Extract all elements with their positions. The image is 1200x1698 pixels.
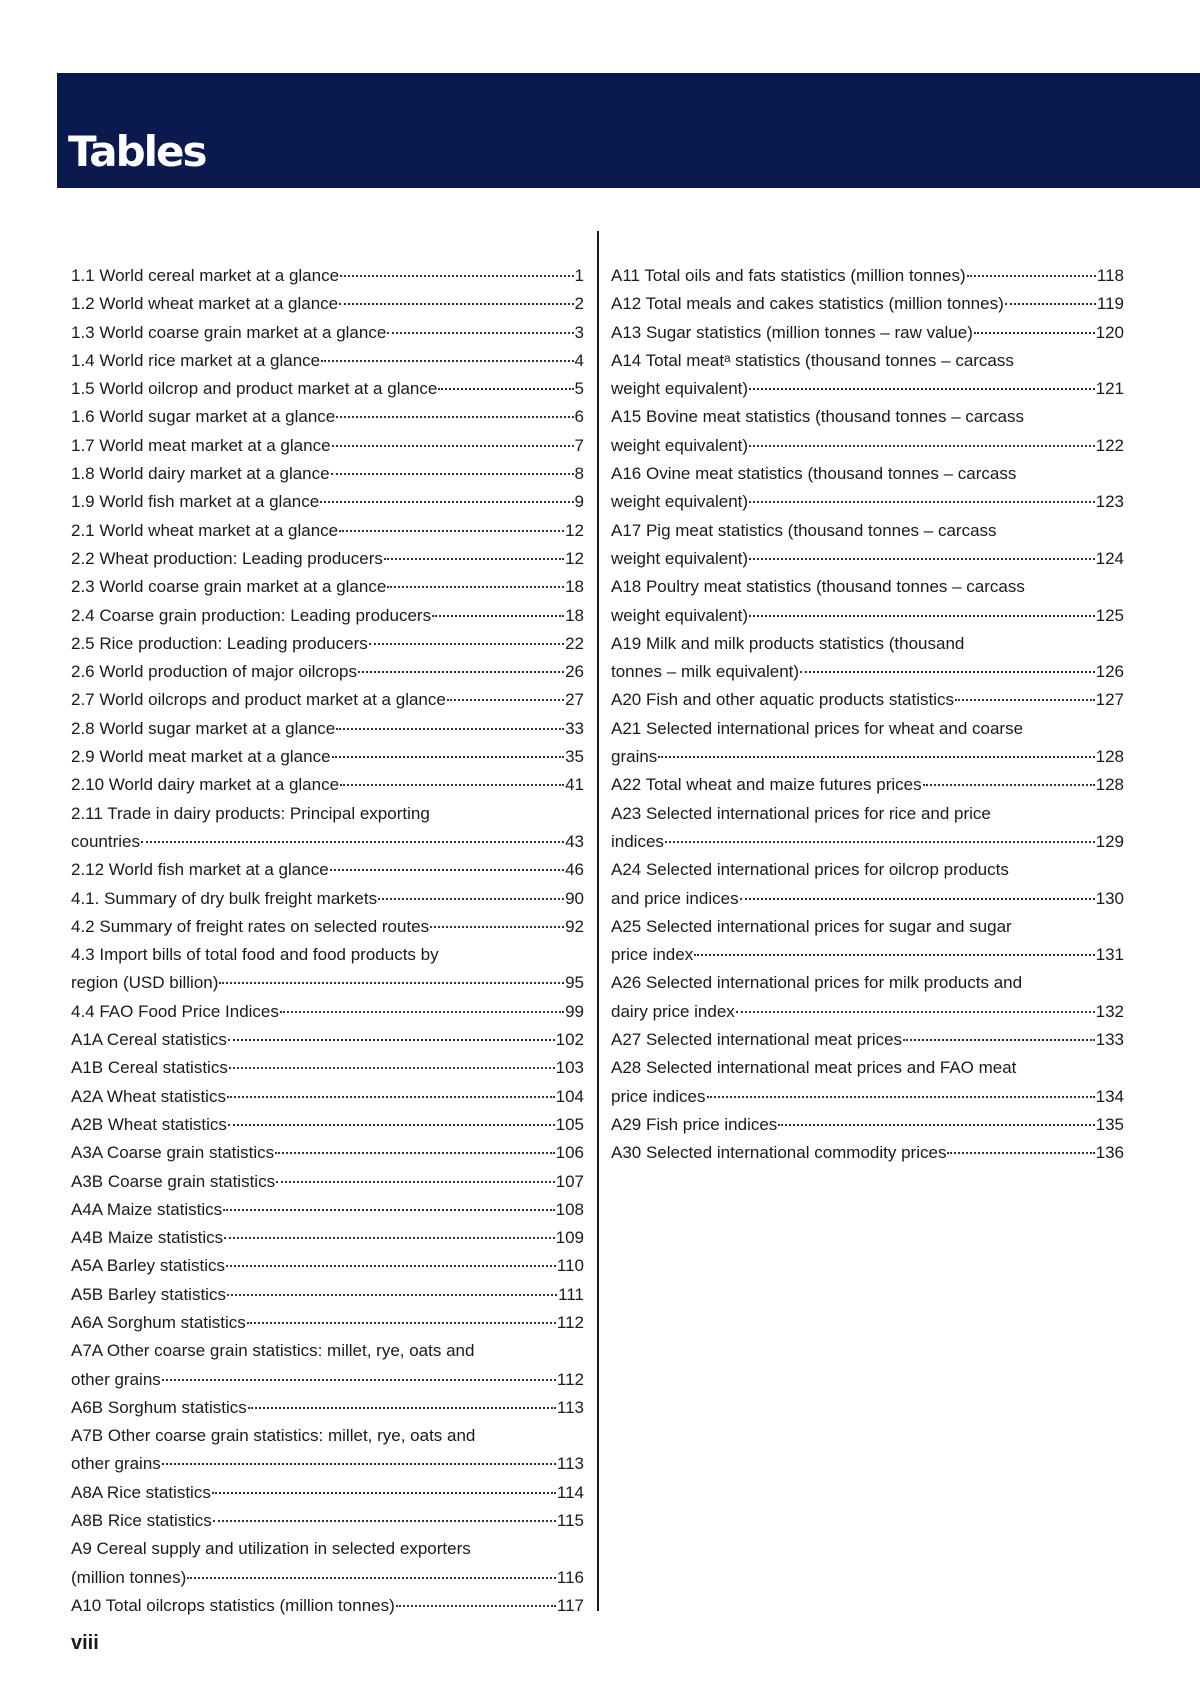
- toc-entry-label: A28 Selected international meat prices and FAO meat: [611, 1058, 1017, 1078]
- toc-page-number: 105: [555, 1114, 584, 1134]
- toc-entry[interactable]: [71, 1281, 584, 1309]
- toc-page-number: 114: [556, 1482, 584, 1502]
- dot-leader: [226, 1265, 556, 1267]
- toc-page-number: 113: [556, 1454, 584, 1474]
- page-number: viii: [71, 1632, 99, 1654]
- toc-entry-label: A6B Sorghum statistics: [71, 1397, 247, 1417]
- dot-leader: [432, 615, 564, 617]
- toc-entry[interactable]: [71, 262, 584, 290]
- toc-entry-label: A18 Poultry meat statistics (thousand tonnes – carcass: [611, 577, 1025, 597]
- toc-page-number: 112: [556, 1312, 584, 1332]
- toc-page-number: 132: [1095, 1001, 1124, 1021]
- toc-page-number: 18: [565, 605, 584, 625]
- toc-page-number: 109: [555, 1228, 584, 1248]
- toc-entry[interactable]: [611, 715, 1124, 772]
- toc-page-number: 134: [1095, 1086, 1124, 1106]
- toc-entry-label: 4.4 FAO Food Price Indices: [71, 1001, 279, 1021]
- toc-entry[interactable]: [71, 1422, 584, 1479]
- dot-leader: [228, 1039, 555, 1041]
- dot-leader: [387, 586, 564, 588]
- toc-entry-label: A22 Total wheat and maize futures prices: [611, 775, 922, 795]
- toc-page-number: 113: [556, 1397, 584, 1417]
- dot-leader: [340, 275, 573, 277]
- dot-leader: [247, 1322, 556, 1324]
- dot-leader: [223, 1209, 554, 1211]
- toc-entry-label: 2.5 Rice production: Leading producers: [71, 633, 368, 653]
- toc-page-number: 125: [1095, 605, 1124, 625]
- toc-entry[interactable]: [71, 771, 584, 799]
- toc-page-number: 117: [556, 1595, 584, 1615]
- toc-entry-label-continued: other grains: [71, 1454, 161, 1474]
- toc-entry-label: 2.12 World fish market at a glance: [71, 860, 329, 880]
- toc-entry[interactable]: [611, 262, 1124, 290]
- toc-entry[interactable]: [611, 347, 1124, 404]
- dot-leader: [974, 332, 1095, 334]
- toc-entry-label: 1.5 World oilcrop and product market at a glance: [71, 379, 438, 399]
- dot-leader: [749, 558, 1095, 560]
- toc-entry-label-continued: other grains: [71, 1369, 161, 1389]
- dot-leader: [736, 1011, 1095, 1013]
- toc-entry-label: A14 Total meatᵃ statistics (thousand tonnes – carcass: [611, 350, 1014, 370]
- toc-entry[interactable]: [71, 488, 584, 516]
- toc-page-number: 121: [1095, 379, 1124, 399]
- toc-entry-label: A16 Ovine meat statistics (thousand tonnes – carcass: [611, 464, 1017, 484]
- toc-entry[interactable]: [71, 602, 584, 630]
- dot-leader: [694, 954, 1094, 956]
- dot-leader: [187, 1577, 556, 1579]
- dot-leader: [369, 643, 564, 645]
- dot-leader: [280, 1011, 564, 1013]
- dot-leader: [331, 473, 574, 475]
- toc-entry-label: A12 Total meals and cakes statistics (million tonnes): [611, 294, 1004, 314]
- dot-leader: [248, 1407, 556, 1409]
- toc-entry[interactable]: [71, 403, 584, 431]
- toc-page-number: 128: [1095, 747, 1124, 767]
- toc-entry[interactable]: [611, 856, 1124, 913]
- toc-entry[interactable]: [71, 1309, 584, 1337]
- toc-entry[interactable]: [71, 998, 584, 1026]
- toc-entry-label: A9 Cereal supply and utilization in selected exporters: [71, 1539, 471, 1559]
- toc-entry-label: A7A Other coarse grain statistics: millet, rye, oats and: [71, 1341, 475, 1361]
- toc-entry-label-continued: price indices: [611, 1086, 706, 1106]
- dot-leader: [778, 1124, 1094, 1126]
- toc-entry-label-continued: weight equivalent): [611, 492, 749, 512]
- toc-page-number: 131: [1095, 945, 1124, 965]
- toc-page-number: 5: [574, 379, 584, 399]
- toc-page-number: 116: [556, 1567, 584, 1587]
- dot-leader: [384, 558, 564, 560]
- dot-leader: [224, 1237, 555, 1239]
- toc-page-number: 27: [565, 690, 584, 710]
- toc-entry-label-continued: region (USD billion): [71, 973, 219, 993]
- toc-entry[interactable]: [71, 375, 584, 403]
- toc-entry[interactable]: [71, 1592, 584, 1620]
- toc-page-number: 118: [1096, 266, 1124, 285]
- toc-page-number: 119: [1096, 294, 1124, 314]
- dot-leader: [330, 869, 564, 871]
- toc-entry-label-continued: indices: [611, 831, 664, 851]
- toc-entry[interactable]: [611, 771, 1124, 799]
- toc-page-number: 26: [565, 662, 584, 682]
- toc-entry[interactable]: [71, 319, 584, 347]
- dot-leader: [947, 1152, 1094, 1154]
- toc-entry-label: A10 Total oilcrops statistics (million tonnes): [71, 1595, 395, 1615]
- toc-page-number: 135: [1095, 1114, 1124, 1134]
- toc-entry[interactable]: [71, 1479, 584, 1507]
- toc-entry-label: 2.2 Wheat production: Leading producers: [71, 548, 383, 568]
- toc-entry-label: 1.2 World wheat market at a glance: [71, 294, 339, 314]
- toc-entry-label: A15 Bovine meat statistics (thousand tonnes – carcass: [611, 407, 1024, 427]
- toc-page-number: 35: [565, 747, 584, 767]
- dot-leader: [141, 841, 564, 843]
- toc-page-number: 7: [574, 435, 584, 455]
- toc-entry-label: 2.9 World meat market at a glance: [71, 747, 331, 767]
- toc-page-number: 33: [565, 718, 584, 738]
- toc-entry-label: 1.7 World meat market at a glance: [71, 435, 331, 455]
- toc-entry-label-continued: price index: [611, 945, 694, 965]
- dot-leader: [378, 898, 564, 900]
- toc-entry-label: A1A Cereal statistics: [71, 1030, 227, 1050]
- toc-page-number: 112: [556, 1369, 584, 1389]
- toc-page-number: 41: [565, 775, 584, 795]
- dot-leader: [336, 728, 564, 730]
- toc-entry-label: A4B Maize statistics: [71, 1228, 224, 1248]
- toc-page-number: 43: [565, 831, 584, 851]
- toc-entry-label: A21 Selected international prices for wheat and coarse: [611, 718, 1024, 738]
- dot-leader: [339, 303, 573, 305]
- toc-entry[interactable]: [71, 347, 584, 375]
- toc-entry-label: 1.6 World sugar market at a glance: [71, 407, 336, 427]
- dot-leader: [665, 841, 1095, 843]
- toc-entry[interactable]: [71, 545, 584, 573]
- toc-entry-label: 1.4 World rice market at a glance: [71, 350, 321, 370]
- dot-leader: [320, 501, 573, 503]
- toc-entry[interactable]: [71, 885, 584, 913]
- toc-entry[interactable]: [611, 969, 1124, 1026]
- toc-entry-label: 2.11 Trade in dairy products: Principal exporting: [71, 803, 430, 823]
- toc-page-number: 128: [1095, 775, 1124, 795]
- toc-entry[interactable]: [71, 1111, 584, 1139]
- toc-entry-label-continued: countries: [71, 831, 140, 851]
- toc-page-number: 129: [1095, 831, 1124, 851]
- dot-leader: [229, 1067, 555, 1069]
- toc-entry[interactable]: [71, 517, 584, 545]
- toc-entry-label: A3B Coarse grain statistics: [71, 1171, 276, 1191]
- toc-entry[interactable]: [71, 1394, 584, 1422]
- toc-entry-label: 2.10 World dairy market at a glance: [71, 775, 340, 795]
- toc-entry-label: A6A Sorghum statistics: [71, 1312, 246, 1332]
- toc-entry[interactable]: [611, 573, 1124, 630]
- dot-leader: [213, 1520, 556, 1522]
- toc-page-number: 107: [555, 1171, 584, 1191]
- toc-page-number: 133: [1095, 1030, 1124, 1050]
- dot-leader: [707, 1096, 1095, 1098]
- toc-page-number: 18: [565, 577, 584, 597]
- toc-entry[interactable]: [611, 319, 1124, 347]
- dot-leader: [162, 1463, 556, 1465]
- toc-entry-label: 1.8 World dairy market at a glance: [71, 464, 330, 484]
- dot-leader: [336, 416, 573, 418]
- toc-entry-label: 1.9 World fish market at a glance: [71, 492, 320, 512]
- toc-entry[interactable]: [611, 1054, 1124, 1111]
- toc-page-number: 9: [574, 492, 584, 512]
- toc-entry-label: 4.1. Summary of dry bulk freight markets: [71, 888, 378, 908]
- dot-leader: [339, 530, 564, 532]
- toc-entry-label: 4.3 Import bills of total food and food products by: [71, 945, 439, 965]
- dot-leader: [396, 1605, 556, 1607]
- toc-entry[interactable]: [71, 1507, 584, 1535]
- toc-left-column: [71, 262, 584, 1620]
- toc-page-number: 123: [1095, 492, 1124, 512]
- toc-entry[interactable]: [71, 290, 584, 318]
- dot-leader: [332, 756, 565, 758]
- toc-entry-label: A1B Cereal statistics: [71, 1058, 228, 1078]
- toc-entry[interactable]: [71, 913, 584, 941]
- toc-page-number: 4: [574, 350, 584, 370]
- toc-entry[interactable]: [71, 856, 584, 884]
- dot-leader: [923, 784, 1095, 786]
- toc-page-number: 12: [565, 548, 584, 568]
- toc-page-number: 1: [574, 266, 584, 285]
- dot-leader: [358, 671, 564, 673]
- toc-entry[interactable]: [611, 913, 1124, 970]
- toc-entry-label: A17 Pig meat statistics (thousand tonnes – carcass: [611, 520, 997, 540]
- toc-entry-label-continued: (million tonnes): [71, 1567, 187, 1587]
- toc-entry-label: A23 Selected international prices for rice and price: [611, 803, 991, 823]
- toc-entry-label: A30 Selected international commodity prices: [611, 1143, 947, 1163]
- toc-page-number: 3: [574, 322, 584, 342]
- dot-leader: [955, 699, 1095, 701]
- toc-page-number: 126: [1095, 662, 1124, 682]
- toc-entry-label: 2.4 Coarse grain production: Leading producers: [71, 605, 432, 625]
- toc-entry[interactable]: [611, 1111, 1124, 1139]
- toc-entry[interactable]: [611, 403, 1124, 460]
- toc-entry-label: A24 Selected international prices for oilcrop products: [611, 860, 1009, 880]
- toc-entry-label: 1.1 World cereal market at a glance: [71, 266, 340, 285]
- toc-entry-label-continued: weight equivalent): [611, 379, 749, 399]
- toc-entry-label: A5B Barley statistics: [71, 1284, 226, 1304]
- toc-entry-label: 2.7 World oilcrops and product market at a glance: [71, 690, 446, 710]
- toc-page-number: 8: [574, 464, 584, 484]
- toc-entry-label-continued: weight equivalent): [611, 548, 749, 568]
- toc-page-number: 102: [555, 1030, 584, 1050]
- toc-entry-label: A20 Fish and other aquatic products statistics: [611, 690, 955, 710]
- dot-leader: [658, 756, 1094, 758]
- toc-page-number: 130: [1095, 888, 1124, 908]
- dot-leader: [321, 360, 573, 362]
- dot-leader: [387, 332, 573, 334]
- toc-entry[interactable]: [71, 1083, 584, 1111]
- toc-page-number: 90: [565, 888, 584, 908]
- dot-leader: [227, 1096, 555, 1098]
- toc-page-number: 115: [556, 1511, 584, 1531]
- dot-leader: [438, 388, 573, 390]
- toc-page-number: 136: [1095, 1143, 1124, 1163]
- dot-leader: [749, 615, 1095, 617]
- toc-entry[interactable]: [71, 1054, 584, 1082]
- dot-leader: [749, 388, 1095, 390]
- dot-leader: [275, 1152, 554, 1154]
- toc-entry[interactable]: [71, 800, 584, 857]
- toc-page-number: 95: [565, 973, 584, 993]
- dot-leader: [162, 1379, 556, 1381]
- toc-page-number: 12: [565, 520, 584, 540]
- dot-leader: [447, 699, 564, 701]
- toc-entry-label-continued: dairy price index: [611, 1001, 735, 1021]
- toc-entry[interactable]: [611, 686, 1124, 714]
- toc-page-number: 2: [574, 294, 584, 314]
- toc-entry-label: 2.3 World coarse grain market at a glance: [71, 577, 387, 597]
- dot-leader: [749, 445, 1095, 447]
- toc-entry[interactable]: [71, 1168, 584, 1196]
- toc-entry-label: A8A Rice statistics: [71, 1482, 211, 1502]
- toc-entry[interactable]: [71, 941, 584, 998]
- dot-leader: [228, 1124, 555, 1126]
- toc-entry-label: A11 Total oils and fats statistics (million tonnes): [611, 266, 966, 285]
- toc-entry[interactable]: [71, 686, 584, 714]
- toc-page-number: 120: [1095, 322, 1124, 342]
- toc-page-number: 127: [1095, 690, 1124, 710]
- dot-leader: [740, 898, 1095, 900]
- dot-leader: [227, 1294, 557, 1296]
- toc-entry[interactable]: [71, 658, 584, 686]
- toc-entry-label: A25 Selected international prices for sugar and sugar: [611, 916, 1012, 936]
- toc-entry-label: A3A Coarse grain statistics: [71, 1143, 275, 1163]
- toc-entry[interactable]: [611, 290, 1124, 318]
- toc-entry[interactable]: [611, 1139, 1124, 1167]
- dot-leader: [967, 275, 1096, 277]
- toc-entry-label: A19 Milk and milk products statistics (thousand: [611, 633, 965, 653]
- dot-leader: [276, 1181, 555, 1183]
- dot-leader: [1005, 303, 1096, 305]
- toc-entry-label: A29 Fish price indices: [611, 1114, 778, 1134]
- toc-entry[interactable]: [71, 573, 584, 601]
- toc-page-number: 104: [555, 1086, 584, 1106]
- toc-entry-label: 4.2 Summary of freight rates on selected routes: [71, 916, 430, 936]
- toc-entry-label: 1.3 World coarse grain market at a glance: [71, 322, 387, 342]
- toc-entry[interactable]: [611, 1026, 1124, 1054]
- toc-entry-label: 2.6 World production of major oilcrops: [71, 662, 357, 682]
- toc-entry[interactable]: [611, 800, 1124, 857]
- toc-entry-label-continued: weight equivalent): [611, 605, 749, 625]
- toc-entry[interactable]: [71, 1026, 584, 1054]
- dot-leader: [903, 1039, 1095, 1041]
- dot-leader: [430, 926, 564, 928]
- toc-entry[interactable]: [71, 743, 584, 771]
- toc-right-column: [611, 262, 1124, 1168]
- toc-page-number: 111: [558, 1284, 584, 1304]
- toc-page-number: 110: [556, 1256, 584, 1276]
- header-banner: [57, 73, 1200, 188]
- page-title: Tables: [68, 127, 206, 176]
- toc-page-number: 103: [555, 1058, 584, 1078]
- dot-leader: [212, 1492, 556, 1494]
- toc-entry[interactable]: [611, 630, 1124, 687]
- toc-entry[interactable]: [71, 1196, 584, 1224]
- dot-leader: [340, 784, 564, 786]
- column-divider: [597, 231, 599, 1611]
- dot-leader: [219, 982, 564, 984]
- toc-entry[interactable]: [71, 432, 584, 460]
- toc-entry-label: A5A Barley statistics: [71, 1256, 226, 1276]
- toc-entry-label: 2.1 World wheat market at a glance: [71, 520, 339, 540]
- toc-page-number: 124: [1095, 548, 1124, 568]
- toc-entry-label-continued: and price indices: [611, 888, 739, 908]
- toc-entry-label: A7B Other coarse grain statistics: millet, rye, oats and: [71, 1426, 476, 1446]
- dot-leader: [800, 671, 1095, 673]
- toc-entry[interactable]: [71, 1337, 584, 1394]
- toc-entry-label-continued: grains: [611, 747, 658, 767]
- toc-entry-label: A4A Maize statistics: [71, 1199, 223, 1219]
- toc-page-number: 92: [565, 916, 584, 936]
- toc-entry-label: A2B Wheat statistics: [71, 1114, 227, 1134]
- toc-entry-label: A2A Wheat statistics: [71, 1086, 226, 1106]
- toc-page-number: 6: [574, 407, 584, 427]
- toc-entry[interactable]: [71, 1535, 584, 1592]
- toc-page-number: 122: [1095, 435, 1124, 455]
- toc-entry[interactable]: [71, 460, 584, 488]
- toc-entry[interactable]: [71, 630, 584, 658]
- toc-entry-label: A26 Selected international prices for milk products and: [611, 973, 1023, 993]
- toc-entry-label-continued: weight equivalent): [611, 435, 749, 455]
- toc-entry[interactable]: [71, 1252, 584, 1280]
- toc-page-number: 46: [565, 860, 584, 880]
- toc-entry-label: 2.8 World sugar market at a glance: [71, 718, 336, 738]
- toc-page-number: 99: [565, 1001, 584, 1021]
- toc-entry-label-continued: tonnes – milk equivalent): [611, 662, 800, 682]
- toc-entry[interactable]: [611, 517, 1124, 574]
- toc-entry[interactable]: [71, 1139, 584, 1167]
- toc-entry-label: A8B Rice statistics: [71, 1511, 212, 1531]
- toc-entry[interactable]: [71, 1224, 584, 1252]
- dot-leader: [332, 445, 574, 447]
- toc-entry[interactable]: [611, 460, 1124, 517]
- toc-page-number: 22: [565, 633, 584, 653]
- toc-entry-label: A27 Selected international meat prices: [611, 1030, 903, 1050]
- toc-entry-label: A13 Sugar statistics (million tonnes – raw value): [611, 322, 973, 342]
- toc-page-number: 108: [555, 1199, 584, 1219]
- dot-leader: [749, 501, 1095, 503]
- toc-page-number: 106: [555, 1143, 584, 1163]
- toc-entry[interactable]: [71, 715, 584, 743]
